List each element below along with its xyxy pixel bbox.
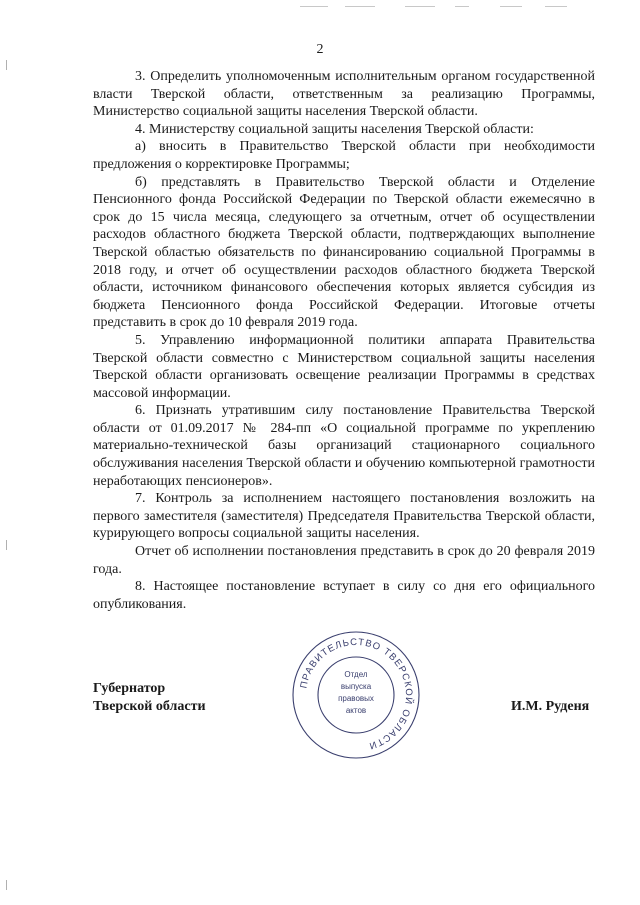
stamp-center-line: выпуска <box>340 682 372 691</box>
scan-artifact-line <box>300 6 328 7</box>
paragraph-item-3: 3. Определить уполномоченным исполнительным органом государственной власти Тверской области, ответственным за реализацию Программы, Министерство социальной защиты населения Тверской области. <box>93 69 595 120</box>
scan-artifact-line <box>405 6 435 7</box>
page-number: 2 <box>316 42 324 57</box>
paragraph-item-4b: б) представлять в Правительство Тверской области и Отделение Пенсионного фонда Российской Федерации по Тверской области ежемесячно в срок до 15 числа месяца, следующего за отчетным, отчет об осуществлении расходов областного бюджета Тверской области, подтверждающих выполнение Тверской областью обязательств по финансированию социальной Программы в 2018 году, и отчет об осуществлении расходов областного бюджета Тверской области, источником финансового обеспечения которых является субсидия из бюджета Пенсионного фонда Российской Федерации. Итоговые отчеты представить в срок до 10 февраля 2019 года. <box>93 174 595 331</box>
paragraph-item-6: 6. Признать утратившим силу постановление Правительства Тверской области от 01.09.2017 № 284-пп «О социальной программе по укреплению материально-технической базы организаций стационарного социального обслуживания населения Тверской области и обучению компьютерной грамотности неработающих пенсионеров». <box>93 403 595 489</box>
paragraph-report-deadline: Отчет об исполнении постановления представить в срок до 20 февраля 2019 года. <box>93 544 595 577</box>
scan-artifact-mark <box>6 880 7 890</box>
scan-artifact-line <box>455 6 469 7</box>
official-stamp <box>290 629 422 761</box>
paragraph-item-7: 7. Контроль за исполнением настоящего постановления возложить на первого заместителя (заместителя) Председателя Правительства Тверской области, курирующего вопросы социальной защиты населения. <box>93 491 595 542</box>
paragraph-item-5: 5. Управлению информационной политики аппарата Правительства Тверской области совместно с Министерством социальной защиты населения Тверской области организовать освещение реализации Программы в средствах массовой информации. <box>93 332 595 401</box>
paragraph-item-8: 8. Настоящее постановление вступает в силу со дня его официального опубликования. <box>93 579 595 612</box>
stamp-center-line: актов <box>345 706 367 715</box>
signatory-name: И.М. Руденя <box>511 699 590 714</box>
stamp-center-line: Отдел <box>344 670 368 679</box>
paragraph-item-4: 4. Министерству социальной защиты населения Тверской области: <box>135 121 534 137</box>
scan-artifact-mark <box>6 540 7 550</box>
stamp-ring-textpath: ПРАВИТЕЛЬСТВО ТВЕРСКОЙ ОБЛАСТИ <box>298 636 415 752</box>
scan-artifact-line <box>545 6 567 7</box>
stamp-center-line: правовых <box>338 694 374 703</box>
paragraph-item-4a: а) вносить в Правительство Тверской области при необходимости предложения о корректировке Программы; <box>93 139 595 172</box>
scan-artifact-line <box>500 6 522 7</box>
document-body <box>93 68 595 613</box>
scan-artifact-mark <box>6 60 7 70</box>
signatory-position-line1: Губернатор <box>93 681 166 696</box>
scan-artifact-line <box>345 6 375 7</box>
signatory-position-line2: Тверской области <box>93 699 206 714</box>
signatory-position <box>93 680 206 716</box>
